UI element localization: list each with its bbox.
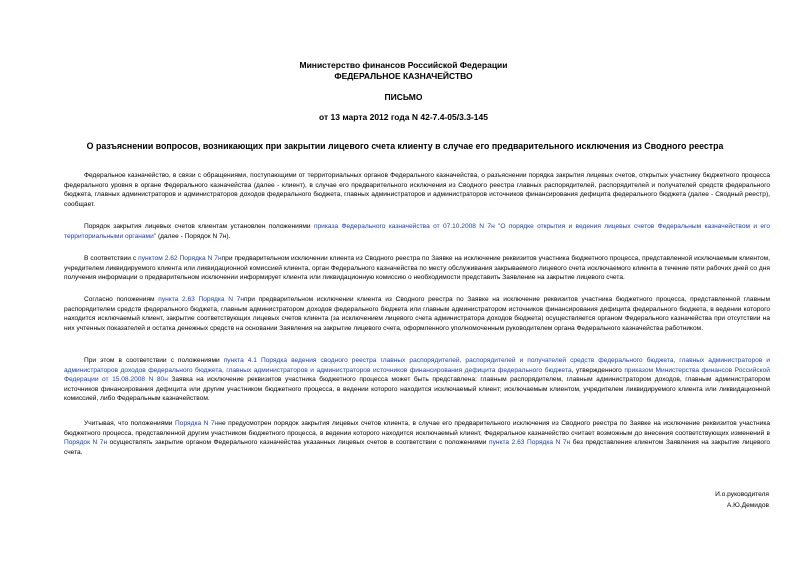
- ministry-name: Министерство финансов Российской Федерации: [299, 60, 508, 70]
- order-7n-link-3[interactable]: Порядок N 7н: [64, 439, 108, 447]
- document-type: ПИСЬМО: [384, 92, 423, 102]
- paragraph-4: Согласно положениям пункта 2.63 Порядка N 7нпри предварительном исключении клиента из Сводного реестра по Заявке на исключение реквизитов участника бюджетного процесса, представленной главным распорядителем средств федерального бюджета, главным администратором доходов федерального бюджета или главным администратором источников финансирования дефицита федерального бюджета, в ведении которого находится исключаемый клиент, закрытие соответствующих лицевых счетов клиента (за исключением лицевого счета администратора доходов бюджета) осуществляется органом Федерального казначейства при отсутствии на них учтенных показателей и остатка денежных средств на основании Заявления на закрытие лицевого счета, оформленного уполномоченным руководителем органа Федерального казначейства работником.: [64, 296, 770, 332]
- clause-2-62-link[interactable]: пунктом 2.62 Порядка N 7н: [138, 255, 222, 262]
- paragraph-1: Федеральное казначейство, в связи с обращениями, поступающими от территориальных органов Федерального казначейства, о разъяснении порядка закрытия лицевых счетов, открытых участнику бюджетного процесса федерального уровня в органе Федерального казначейства (далее - клиент), в случае его предварительного исключения из Сводного реестра главных распорядителей, распорядителей и получателей средств федерального бюджета, главных администраторов и администраторов доходов федерального бюджета, главных администраторов и администраторов источников финансирования дефицита федерального бюджета (далее - Сводный реестр), сообщает.: [64, 172, 770, 208]
- clause-2-63-link[interactable]: пункта 2.63 Порядка N 7н: [158, 296, 244, 303]
- document-date-number: от 13 марта 2012 года N 42-7.4-05/3.3-145: [319, 112, 488, 122]
- paragraph-2: Порядок закрытия лицевых счетов клиентам установлен положениями приказа Федерального казначейства от 07.10.2008 N 7н "О порядке открытия и ведения лицевых счетов Федеральным казначейством и его территориальными органами" (далее - Порядок N 7н).: [64, 223, 770, 240]
- order-7n-link[interactable]: приказа Федерального казначейства от 07.10.2008 N 7н "О порядке открытия и ведения лицевых счетов Федеральным казначейством и его территориальными органами": [64, 223, 770, 240]
- signature-name: А.Ю.Демидов: [726, 502, 769, 509]
- paragraph-5: При этом в соответствии с положениями пункта 4.1 Порядка ведения сводного реестра главных распорядителей, распорядителей и получателей средств федерального бюджета, главных администраторов и администраторов доходов федерального бюджета, главных администраторов и администраторов источников финансирования дефицита федерального бюджета, утвержденного приказом Министерства финансов Российской Федерации от 15.08.2008 N 80н Заявка на исключение реквизитов участника бюджетного процесса может быть представлена: главным распорядителем, главным администратором доходов, главным администратором источников финансирования дефицита или другим участником бюджетного процесса, в ведении которого находится исключаемый клиент; исключаемым клиентом, учредителем ликвидируемого клиента или ликвидационной комиссией, либо Федеральным казначейством.: [64, 357, 771, 403]
- document-title: О разъяснении вопросов, возникающих при закрытии лицевого счета клиенту в случае его предварительного исключения из Сводного реестра: [86, 141, 724, 151]
- clause-4-1-link[interactable]: пункта 4.1 Порядка ведения сводного реестра главных распорядителей, распорядителей и получателей средств федерального бюджета, главных администраторов и администраторов доходов федерального бюджета, главных администраторов и администраторов источников финансирования дефицита федерального бюджета: [64, 357, 770, 374]
- order-7n-link-2[interactable]: Порядка N 7н: [175, 420, 219, 427]
- paragraph-6: Учитывая, что положениями Порядка N 7нне предусмотрен порядок закрытия лицевых счетов клиента, в случае его предварительного исключения из Сводного реестра по Заявке на исключение реквизитов участника бюджетного процесса, представленной другим участником бюджетного процесса, в ведении которого находится исключаемый клиент, Федеральное казначейство считает возможным до внесения соответствующих изменений в Порядок N 7н осуществлять закрытие органом Федерального казначейства указанных лицевых счетов в соответствии с положениями пункта 2.63 Порядка N 7н без представления клиентом Заявления на закрытие лицевого счета.: [64, 420, 771, 456]
- paragraph-3: В соответствии с пунктом 2.62 Порядка N 7нпри предварительном исключении клиента из Сводного реестра по Заявке на исключение реквизитов участника бюджетного процесса, представленной исключаемым клиентом, учредителем ликвидируемого клиента или ликвидационной комиссией клиента, орган Федерального казначейства по месту обслуживания закрываемого лицевого счета исключаемого клиента в течение пяти рабочих дней со дня получения информации о предварительном исключении информирует клиента или ликвидационную комиссию о необходимости представить Заявление на закрытие лицевого счета.: [64, 255, 770, 282]
- clause-2-63-link-2[interactable]: пункта 2.63 Порядка N 7н: [489, 439, 571, 447]
- signature-position: И.о.руководителя: [715, 491, 769, 498]
- order-80n-link[interactable]: приказом Министерства финансов Российской Федерации от 15.08.2008 N 80н: [64, 366, 770, 384]
- treasury-name: ФЕДЕРАЛЬНОЕ КАЗНАЧЕЙСТВО: [334, 71, 473, 81]
